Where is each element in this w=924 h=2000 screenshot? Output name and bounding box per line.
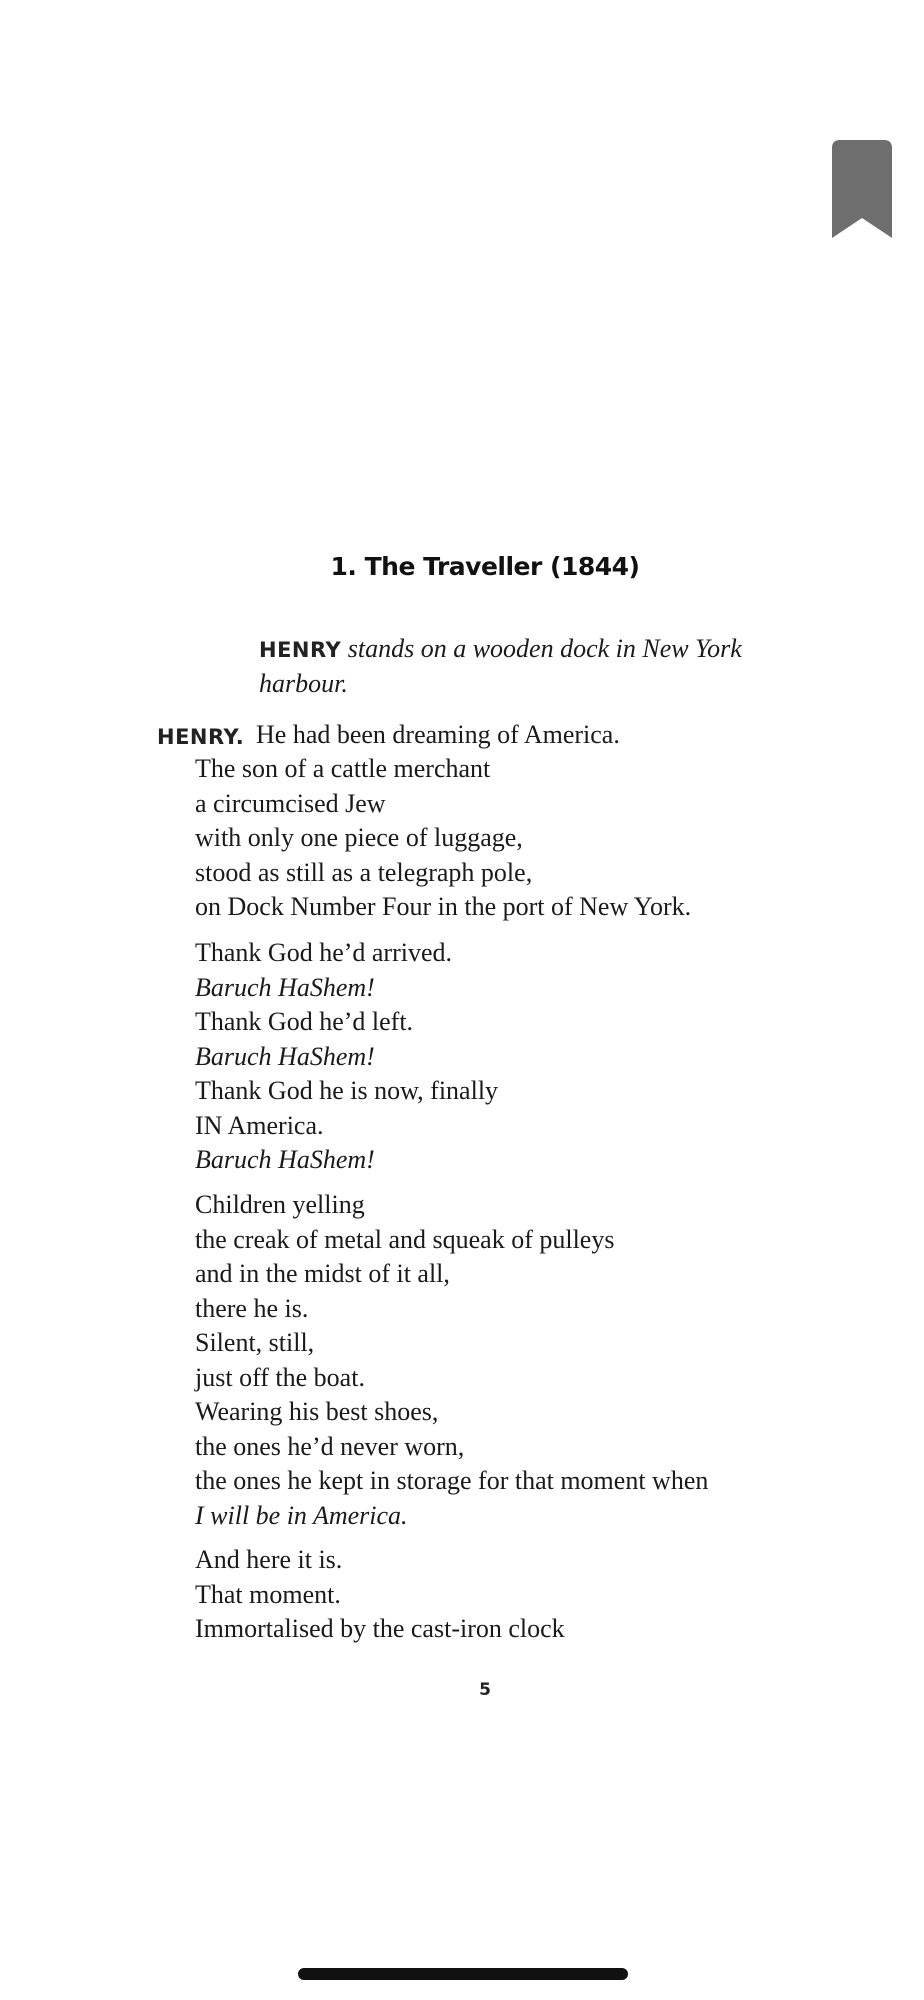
verse-line: the ones he kept in storage for that moment when bbox=[195, 1466, 709, 1495]
verse-stanza-3 bbox=[195, 1188, 835, 1533]
bookmark-icon[interactable] bbox=[832, 140, 892, 240]
page-number: 5 bbox=[479, 1680, 491, 1700]
verse-line: Children yelling bbox=[195, 1190, 365, 1219]
verse-line: I will be in America. bbox=[195, 1500, 408, 1530]
stage-direction-character: HENRY bbox=[259, 638, 342, 662]
verse-line: Silent, still, bbox=[195, 1328, 315, 1357]
verse-line: Thank God he’d left. bbox=[195, 1007, 414, 1036]
verse-stanza-2 bbox=[195, 936, 835, 1178]
verse-line: a circumcised Jew bbox=[195, 788, 386, 818]
verse-line: IN America. bbox=[195, 1110, 324, 1140]
verse-line: The son of a cattle merchant bbox=[195, 754, 491, 783]
stage-direction-text: stands on a wooden dock in New York harbour. bbox=[259, 634, 742, 698]
verse-stanza-1 bbox=[195, 752, 835, 925]
verse-line: Thank God he is now, finally bbox=[195, 1076, 499, 1105]
stage-direction bbox=[259, 632, 779, 700]
verse-line: Baruch HaShem! bbox=[195, 1145, 375, 1174]
verse-line: And here it is. bbox=[195, 1545, 343, 1574]
verse-line: there he is. bbox=[195, 1293, 309, 1323]
verse-line: Thank God he’d arrived. bbox=[195, 938, 453, 967]
speaker-label: HENRY. bbox=[157, 725, 245, 749]
verse-line: and in the midst of it all, bbox=[195, 1259, 450, 1288]
verse-line: the ones he’d never worn, bbox=[195, 1431, 465, 1461]
speech-first-line: He had been dreaming of America. bbox=[256, 720, 620, 749]
home-indicator[interactable] bbox=[298, 1968, 628, 1980]
verse-line: Immortalised by the cast-iron clock bbox=[195, 1614, 565, 1643]
verse-line: stood as still as a telegraph pole, bbox=[195, 857, 533, 887]
verse-line: on Dock Number Four in the port of New York. bbox=[195, 892, 692, 921]
verse-line: Baruch HaShem! bbox=[195, 972, 375, 1002]
verse-line: with only one piece of luggage, bbox=[195, 823, 523, 852]
scene-title: 1. The Traveller (1844) bbox=[330, 552, 640, 581]
verse-line: just off the boat. bbox=[195, 1362, 365, 1392]
verse-line: Wearing his best shoes, bbox=[195, 1397, 439, 1426]
verse-line: the creak of metal and squeak of pulleys bbox=[195, 1224, 615, 1254]
verse-line: Baruch HaShem! bbox=[195, 1041, 375, 1071]
verse-stanza-4 bbox=[195, 1543, 835, 1647]
verse-line: That moment. bbox=[195, 1579, 341, 1609]
